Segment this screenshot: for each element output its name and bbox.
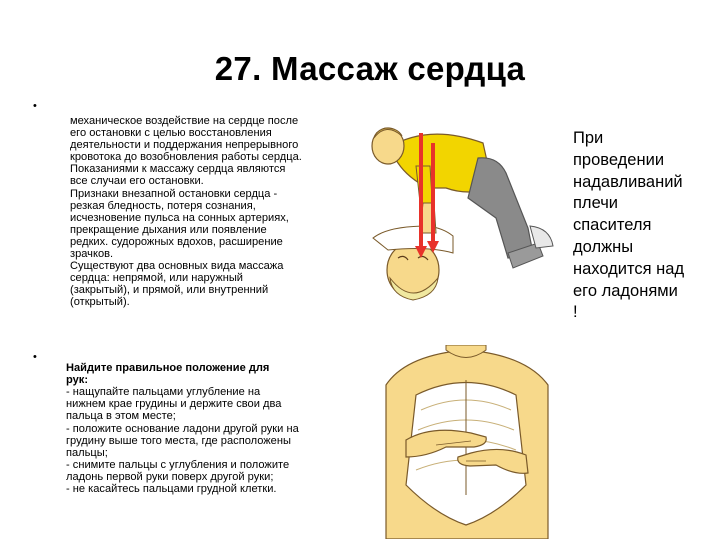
side-note: При проведении надавливаний плечи спасителя должны находится над его ладонями ! [573, 129, 685, 322]
hand-position-heading: Найдите правильное положение для рук: [66, 362, 270, 387]
description-text: механическое воздействие на сердце после его остановки с целью восстановления деятельности и поддержания непрерывного кровотока до возобновления работы сердца. Показаниями к массажу сердца являются все случаи его остановки. Признаки внезапной остановки сердца - резкая бледность, потеря сознания, исчезновение пульса на сонных артериях, прекращение дыхания или появление редких. судорожных вдохов, расширение зрачков. Существуют два основных вида массажа сердца: непрямой, или наружный (закрытый), и прямой, или внутренний (открытый). [70, 115, 302, 309]
cpr-illustration [368, 118, 560, 323]
slide-title: 27. Массаж сердца [214, 50, 526, 87]
hand-position-steps: - нащупайте пальцами углубление на нижнем крае грудины и держите свои два пальца в этом месте; - положите основание ладони другой руки на грудину выше того места, где расположены пальцы; - снимите пальцы с углубления и положите ладонь первой руки поверх другой руки; - не касайтесь пальцами грудной клетки. [66, 386, 299, 496]
bullet-2: • [33, 351, 37, 363]
bullet-1: • [33, 100, 37, 112]
hands-on-chest-illustration [376, 345, 556, 539]
hand-position-block [66, 350, 376, 507]
